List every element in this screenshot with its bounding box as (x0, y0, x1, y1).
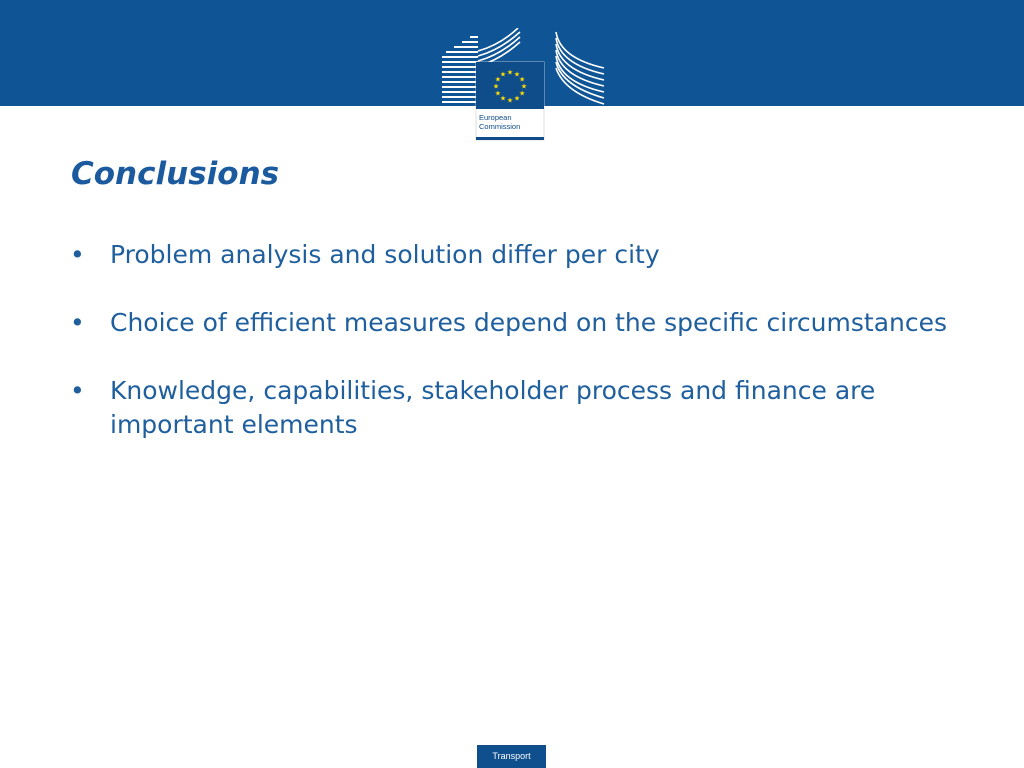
bullet-text: Problem analysis and solution differ per city (110, 240, 660, 269)
logo-line1: European (479, 113, 512, 122)
bullet-text: Knowledge, capabilities, stakeholder process and finance are important elements (110, 376, 876, 439)
svg-text:★: ★ (518, 75, 526, 84)
footer-section-tag: Transport (477, 745, 546, 768)
bullet-item (70, 374, 950, 442)
bullet-list (70, 238, 950, 476)
svg-text:★: ★ (499, 70, 507, 79)
bullet-marker: • (70, 308, 85, 337)
svg-text:★: ★ (506, 68, 514, 77)
svg-text:★: ★ (518, 89, 526, 98)
svg-text:★: ★ (492, 82, 500, 91)
bullet-text: Choice of efficient measures depend on the specific circumstances (110, 308, 948, 337)
svg-text:★: ★ (520, 82, 528, 91)
svg-text:★: ★ (494, 89, 502, 98)
svg-text:★: ★ (506, 96, 514, 105)
svg-text:★: ★ (513, 94, 521, 103)
bullet-item (70, 306, 950, 340)
european-commission-logo (440, 28, 608, 144)
bullet-marker: • (70, 376, 85, 405)
svg-text:★: ★ (513, 70, 521, 79)
slide-title: Conclusions (71, 156, 280, 192)
svg-text:★: ★ (494, 75, 502, 84)
svg-text:★: ★ (499, 94, 507, 103)
bullet-marker: • (70, 240, 85, 269)
bullet-item (70, 238, 950, 272)
logo-line2: Commission (479, 122, 521, 131)
